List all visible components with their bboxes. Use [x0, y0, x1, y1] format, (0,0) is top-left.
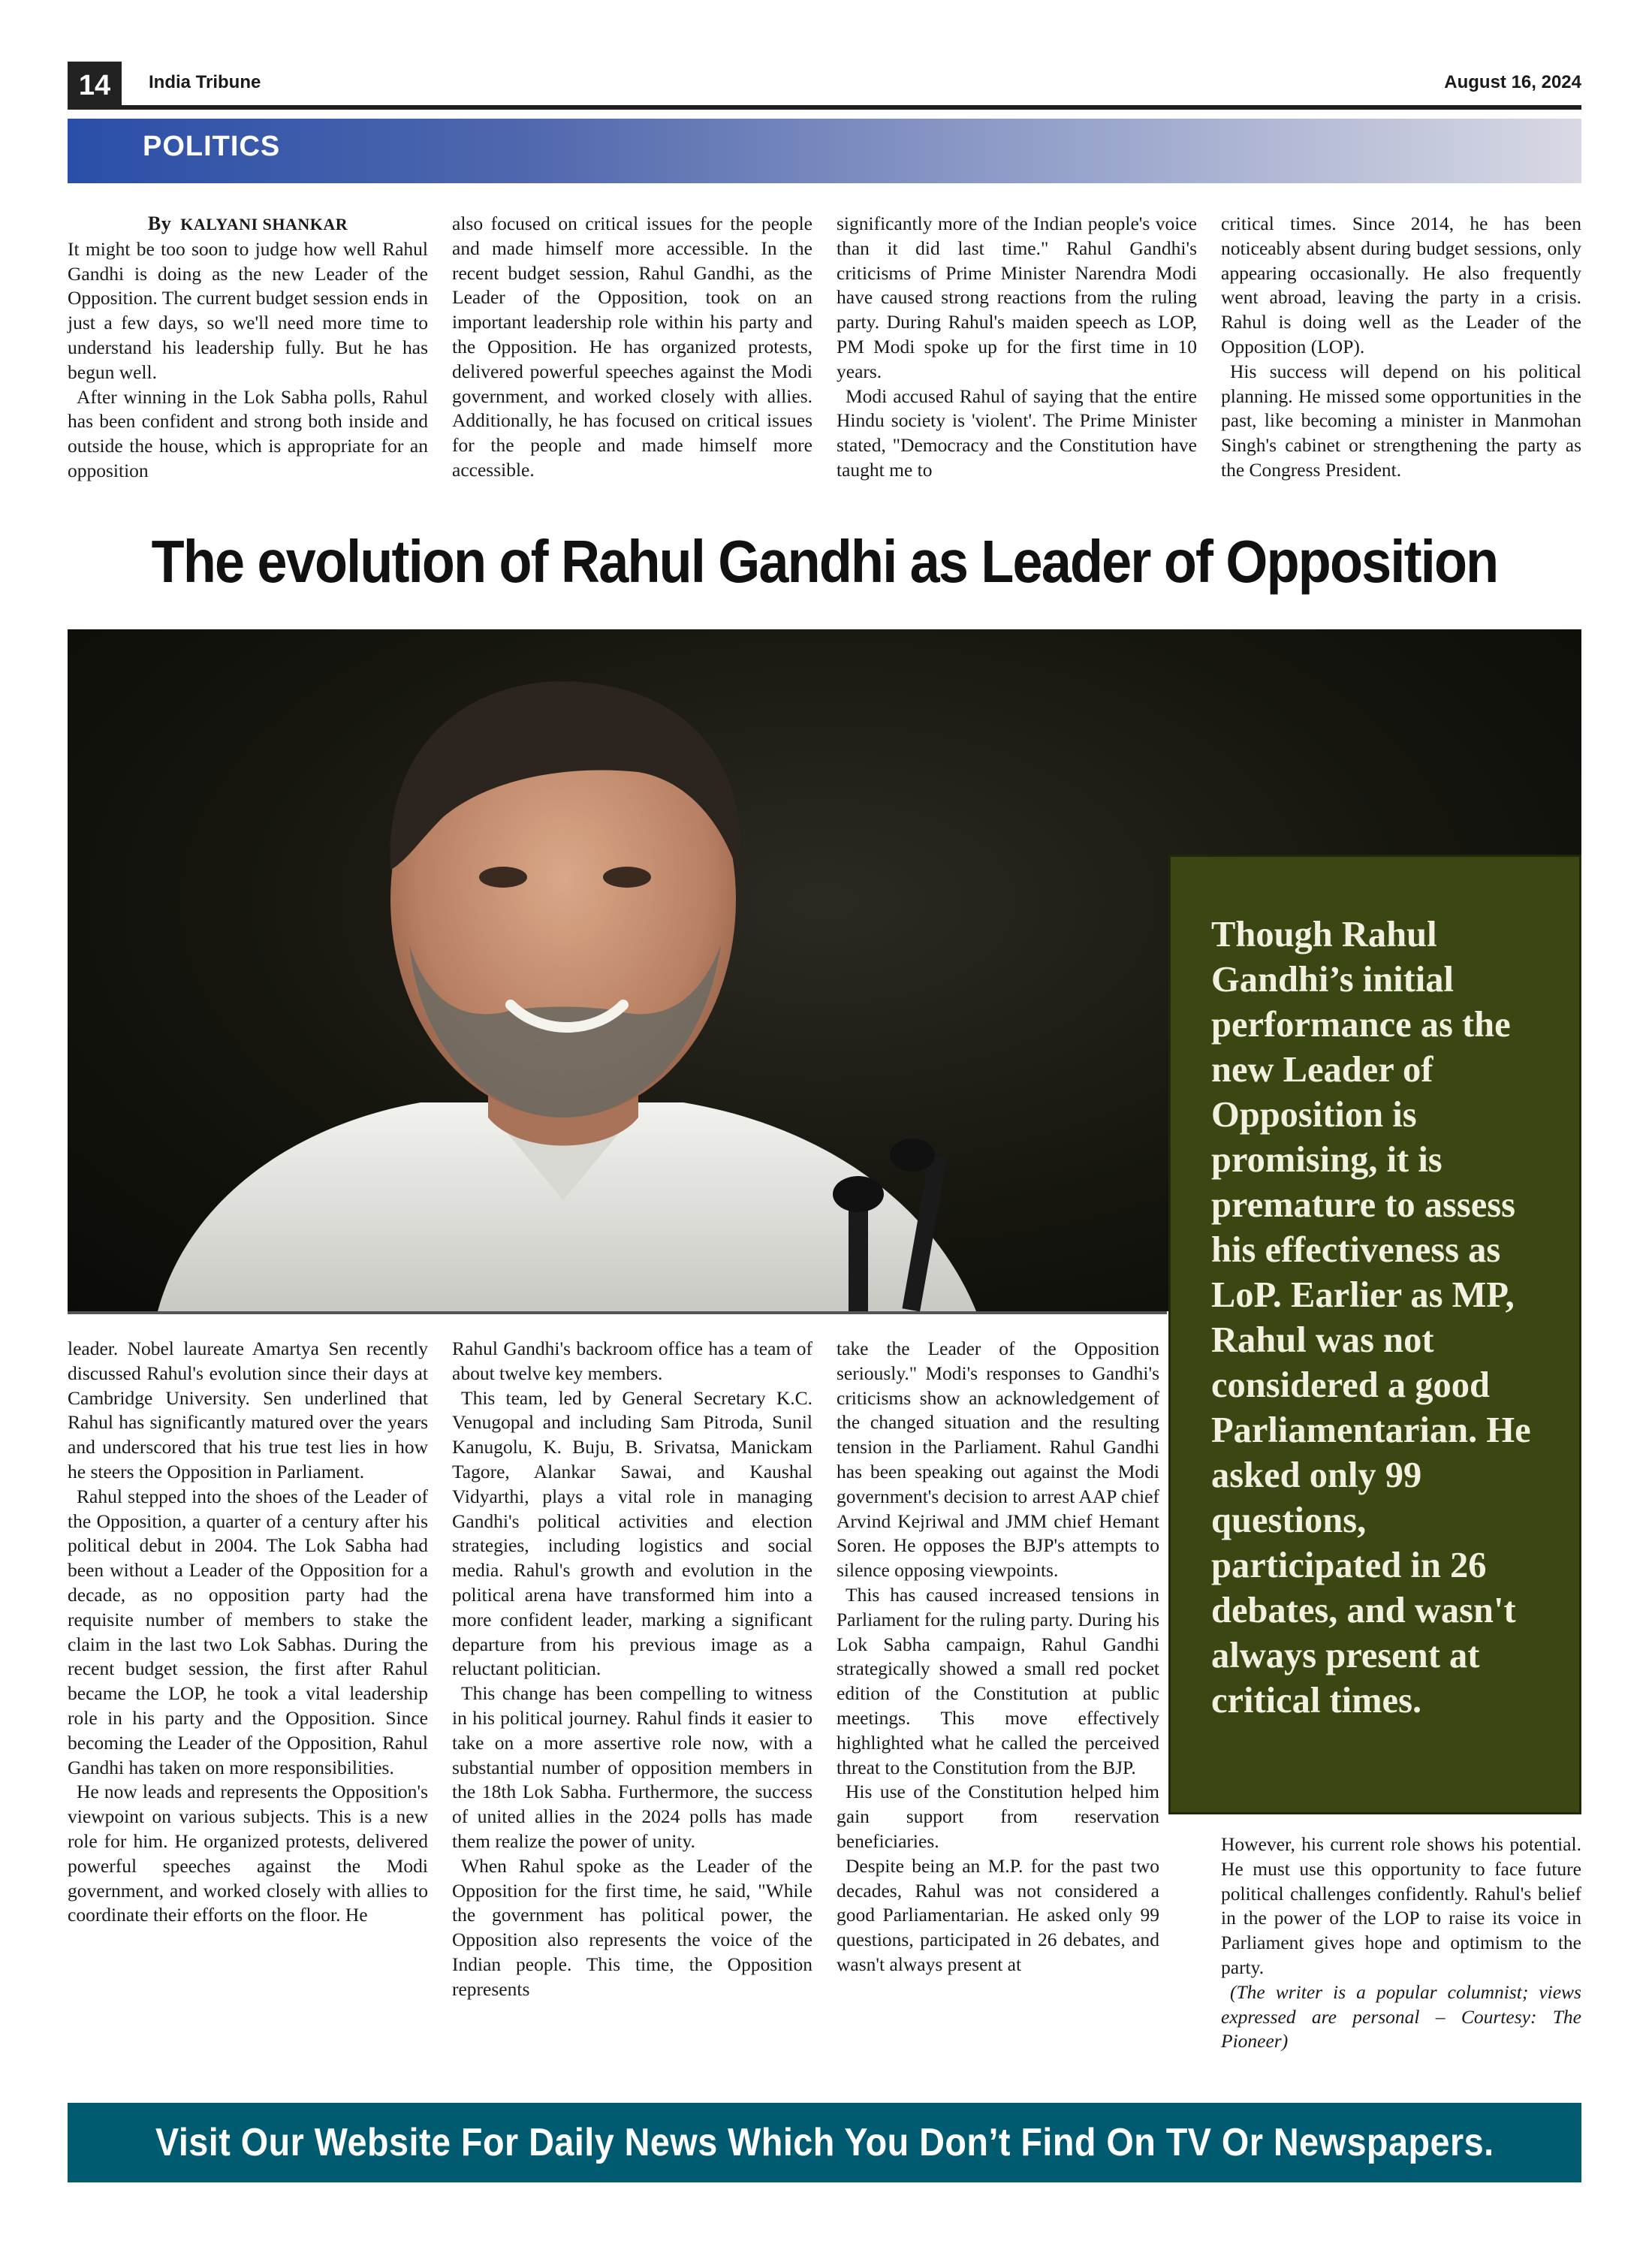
top-column-2	[452, 212, 812, 483]
issue-date: August 16, 2024	[1444, 72, 1581, 92]
paragraph: However, his current role shows his potential. He must use this opportunity to face future political challenges confidently. Rahul's belief in the power of the LOP to raise its voice in Parliament gives hope and optimism to the party.	[1221, 1833, 1581, 1978]
paragraph: also focused on critical issues for the people and made himself more accessible. In the recent budget session, Rahul Gandhi, as the Leader of the Opposition, took on an important leadership role within his party and the Opposition. He has organized protests, delivered powerful speeches against the Modi government, and worked closely with allies. Additionally, he has focused on critical issues for the people and made himself more accessible.	[452, 213, 812, 481]
writer-note: (The writer is a popular columnist; views expressed are personal – Courtesy: The Pioneer)	[1221, 1980, 1581, 2052]
bottom-column-4	[1221, 1832, 1581, 2054]
paragraph: Modi accused Rahul of saying that the entire Hindu society is 'violent'. The Prime Minister stated, "Democracy and the Constitution have taught me to	[837, 385, 1197, 481]
paragraph: His success will depend on his political planning. He missed some opportunities in the past, like becoming a minister in Manmohan Singh's cabinet or strengthening the party as the Congress President.	[1221, 360, 1581, 481]
paragraph: leader. Nobel laureate Amartya Sen recently discussed Rahul's evolution since their days at Cambridge University. Sen underlined that Rahul has significantly matured over the years and underscored that his true test lies in how he steers the Opposition in Parliament.	[68, 1338, 428, 1482]
top-column-4	[1221, 212, 1581, 483]
paragraph: It might be too soon to judge how well Rahul Gandhi is doing as the new Leader of the Opposition. The current budget session ends in just a few days, so we'll need more time to understand his leadership fully. But he has begun well.	[68, 237, 428, 383]
paragraph: He now leads and represents the Opposition's viewpoint on various subjects. This is a new role for him. He organized protests, delivered powerful speeches against the Modi government, and worked closely with allies to coordinate their efforts on the floor. He	[68, 1781, 428, 1926]
paragraph: significantly more of the Indian people's voice than it did last time." Rahul Gandhi's criticisms of Prime Minister Narendra Modi have caused strong reactions from the ruling party. During Rahul's maiden speech as LOP, PM Modi spoke up for the first time in 10 years.	[837, 213, 1197, 382]
paragraph: After winning in the Lok Sabha polls, Rahul has been confident and strong both inside and outside the house, which is appropriate for an opposition	[68, 385, 428, 481]
paragraph: When Rahul spoke as the Leader of the Opposition for the first time, he said, "While the government has political power, the Opposition also represents the voice of the Indian people. This time, the Opposition represents	[452, 1854, 812, 2000]
byline: By KALYANI SHANKAR	[147, 213, 348, 234]
page-header	[68, 62, 1581, 110]
paragraph: This change has been compelling to witness in his political journey. Rahul finds it easier to take on a more assertive role now, with a substantial number of opposition members in the 18th Lok Sabha. Furthermore, the success of united allies in the 2024 polls has made them realize the power of unity.	[452, 1682, 812, 1852]
paper-name: India Tribune	[149, 72, 261, 92]
paragraph: This has caused increased tensions in Parliament for the ruling party. During his Lok Sabha campaign, Rahul Gandhi strategically showed a small red pocket edition of the Constitution at public meetings. This move effectively highlighted what he called the perceived threat to the Constitution from the BJP.	[837, 1583, 1159, 1778]
section-bar	[68, 119, 1581, 183]
paragraph: Rahul Gandhi's backroom office has a team of about twelve key members.	[452, 1338, 812, 1384]
paragraph: Despite being an M.P. for the past two decades, Rahul was not considered a good Parliamentarian. He asked only 99 questions, participated in 26 debates, and wasn't always present at	[837, 1854, 1159, 1975]
headline: The evolution of Rahul Gandhi as Leader of Opposition	[151, 528, 1498, 595]
page-number: 14	[68, 62, 122, 110]
photo-divider	[68, 1311, 1167, 1314]
top-column-3	[837, 212, 1197, 483]
paragraph: His use of the Constitution helped him gain support from reservation beneficiaries.	[837, 1781, 1159, 1852]
paragraph: critical times. Since 2014, he has been noticeably absent during budget sessions, only appearing occasionally. He also frequently went abroad, leaving the party in a crisis. Rahul is doing well as the Leader of the Opposition (LOP).	[1221, 213, 1581, 357]
bottom-column-1	[68, 1337, 428, 1928]
website-promo-banner[interactable]	[68, 2103, 1581, 2182]
paragraph: This team, led by General Secretary K.C. Venugopal and including Sam Pitroda, Sunil Kanugolu, K. Buju, B. Srivatsa, Manickam Tagore, Alankar Sawai, and Kaushal Vidyarthi, plays a vital role in managing Gandhi's political activities and election strategies, including logistics and social media. Rahul's growth and evolution in the political arena have transformed him into a more confident leader, marking a significant departure from his previous image as a reluctant politician.	[452, 1386, 812, 1680]
section-title: POLITICS	[143, 131, 281, 162]
pull-quote-box	[1168, 855, 1581, 1814]
bottom-column-2	[452, 1337, 812, 2002]
top-column-1	[68, 212, 428, 484]
pull-quote-text: Though Rahul Gandhi’s initial performance as the new Leader of Opposition is promising, it is premature to assess his effectiveness as LoP. Earlier as MP, Rahul was not considered a good Parliamentarian. He asked only 99 questions, participated in 26 debates, and wasn't always present at critical times.	[1211, 915, 1531, 1721]
paragraph: Rahul stepped into the shoes of the Leader of the Opposition, a quarter of a century after his political debut in 2004. The Lok Sabha had been without a Leader of the Opposition for a decade, as no opposition party had the requisite number of members to stake the claim in the last two Lok Sabhas. During the recent budget session, the first after Rahul became the LOP, he took a vital leadership role in his party and the Opposition. Since becoming the Leader of the Opposition, Rahul Gandhi has taken on more responsibilities.	[68, 1485, 428, 1778]
paragraph: take the Leader of the Opposition seriously." Modi's responses to Gandhi's criticisms show an acknowledgement of the changed situation and the resulting tension in the Parliament. Rahul Gandhi has been speaking out against the Modi government's decision to arrest AAP chief Arvind Kejriwal and JMM chief Hemant Soren. He opposes the BJP's attempts to silence opposing viewpoints.	[837, 1338, 1159, 1582]
bottom-column-3	[837, 1337, 1159, 1977]
banner-text: Visit Our Website For Daily News Which You Don’t Find On TV Or Newspapers.	[155, 2121, 1494, 2164]
